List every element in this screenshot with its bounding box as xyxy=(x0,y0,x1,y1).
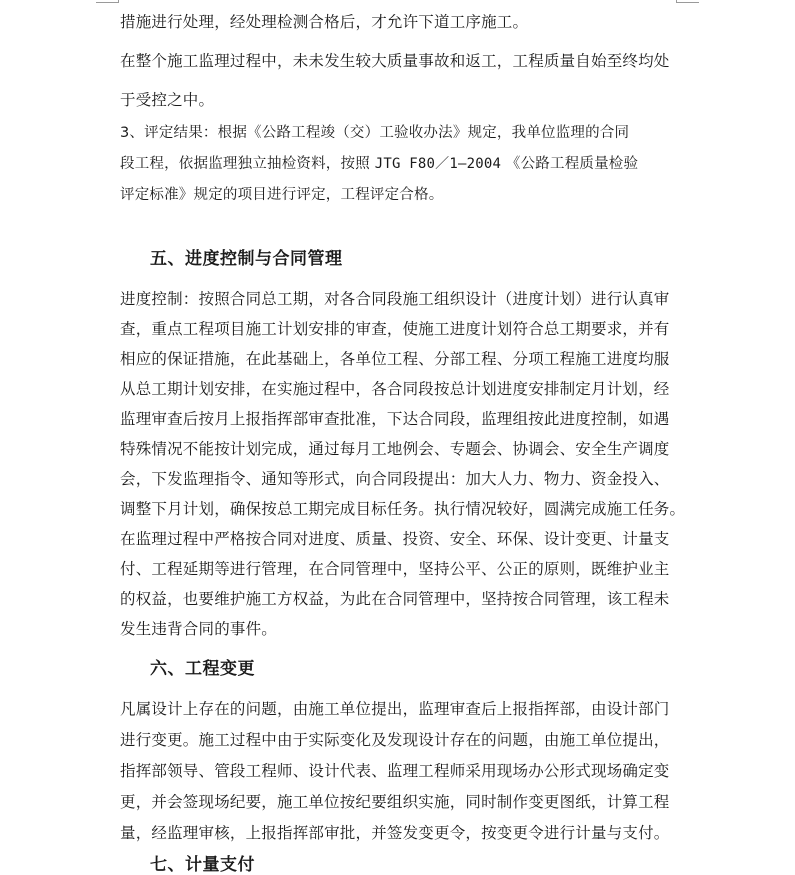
text-line: 付、工程延期等进行管理，在合同管理中，坚持公平、公正的原则，既维护业主 xyxy=(120,560,670,578)
text-line: 在整个施工监理过程中，未未发生较大质量事故和返工，工程质量自始至终均处 xyxy=(120,52,670,70)
text-line: 进行变更。施工过程中由于实际变化及发现设计存在的问题，由施工单位提出， xyxy=(120,731,670,749)
text-line: 的权益，也要维护施工方权益，为此在合同管理中，坚持按合同管理，该工程未 xyxy=(120,590,670,608)
text-line: 发生违背合同的事件。 xyxy=(120,620,278,638)
standard-code: JTG F80／1—2004 xyxy=(374,156,502,172)
text-line: 于受控之中。 xyxy=(120,91,215,109)
text-segment: 段工程，依据监理独立抽检资料，按照 xyxy=(120,156,370,172)
text-line: 凡属设计上存在的问题，由施工单位提出，监理审查后上报指挥部，由设计部门 xyxy=(120,700,670,718)
text-line xyxy=(120,152,638,173)
page-corner-mark-left xyxy=(96,0,119,3)
section-heading-measurement-payment: 七、计量支付 xyxy=(150,855,255,875)
page-corner-mark-right xyxy=(676,0,699,3)
text-line: 监理审查后按月上报指挥部审查批准，下达合同段，监理组按此进度控制，如遇 xyxy=(120,410,670,428)
text-line: 相应的保证措施，在此基础上，各单位工程、分部工程、分项工程施工进度均服 xyxy=(120,350,670,368)
text-segment: 《公路工程质量检验 xyxy=(505,156,639,172)
text-line: 3、评定结果：根据《公路工程竣（交）工验收办法》规定，我单位监理的合同 xyxy=(120,125,630,141)
text-line: 调整下月计划，确保按总工期完成目标任务。执行情况较好，圆满完成施工任务。 xyxy=(120,500,686,518)
text-line: 从总工期计划安排，在实施过程中，各合同段按总计划进度安排制定月计划，经 xyxy=(120,380,670,398)
text-line: 查，重点工程项目施工计划安排的审查，使施工进度计划符合总工期要求，并有 xyxy=(120,320,670,338)
text-line: 在监理过程中严格按合同对进度、质量、投资、安全、环保、设计变更、计量支 xyxy=(120,530,670,548)
text-line: 指挥部领导、管段工程师、设计代表、监理工程师采用现场办公形式现场确定变 xyxy=(120,762,670,780)
text-line: 会，下发监理指令、通知等形式，向合同段提出：加大人力、物力、资金投入、 xyxy=(120,470,670,488)
section-heading-progress-contract: 五、进度控制与合同管理 xyxy=(150,249,343,269)
text-line: 特殊情况不能按计划完成，通过每月工地例会、专题会、协调会、安全生产调度 xyxy=(120,440,670,458)
text-line: 进度控制：按照合同总工期，对各合同段施工组织设计（进度计划）进行认真审 xyxy=(120,290,670,308)
text-line: 措施进行处理，经处理检测合格后，才允许下道工序施工。 xyxy=(120,13,529,31)
text-line: 更，并会签现场纪要，施工单位按纪要组织实施，同时制作变更图纸，计算工程 xyxy=(120,793,670,811)
text-line: 量，经监理审核，上报指挥部审批，并签发变更令，按变更令进行计量与支付。 xyxy=(120,824,670,842)
section-heading-engineering-change: 六、工程变更 xyxy=(150,659,255,679)
text-line: 评定标准》规定的项目进行评定，工程评定合格。 xyxy=(120,187,444,203)
